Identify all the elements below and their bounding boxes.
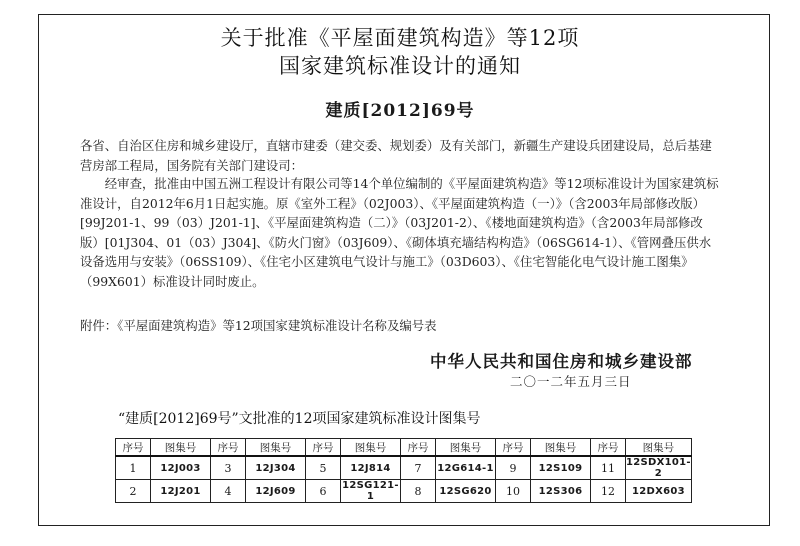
column-header: 图集号: [341, 439, 401, 457]
column-header: 序号: [591, 439, 626, 457]
column-header: 图集号: [246, 439, 306, 457]
table-cell-serial: 12: [591, 480, 626, 503]
column-header: 图集号: [151, 439, 211, 457]
column-header: 图集号: [531, 439, 591, 457]
table-cell-serial: 2: [116, 480, 151, 503]
table-cell-code: 12J201: [151, 480, 211, 503]
table-cell-code: 12SG620: [436, 480, 496, 503]
table-cell-code: 12J003: [151, 456, 211, 480]
attachment-line: 附件：《平屋面建筑构造》等12项国家建筑标准设计名称及编号表: [80, 318, 437, 333]
table-cell-serial: 11: [591, 456, 626, 480]
issue-date: 二〇一二年五月三日: [510, 374, 632, 389]
table-cell-code: 12S109: [531, 456, 591, 480]
notice-title-line-1: 关于批准《平屋面建筑构造》等12项: [220, 26, 580, 50]
body-paragraph: 经审查，批准由中国五洲工程设计有限公司等14个单位编制的《平屋面建筑构造》等12项标准设计为国家建筑标准设计，自2012年6月1日起实施。原《室外工程》（02J003）、《平屋面建筑构造（一）》（含2003年局部修改版）[99J201-1、99（03）J201-1]、《平屋面建筑构造（二）》（03J201-2）、《楼地面建筑构造》（含2003年局部修改版）[01J304、01（03）J304]、《防火门窗》（03J609）、《砌体填充墙结构构造》（06SG614-1）、《管网叠压供水设备选用与安装》（06SS109）、《住宅小区建筑电气设计与施工》（03D603）、《住宅智能化电气设计施工图集》（99X601）标准设计同时废止。: [80, 176, 719, 289]
table-cell-serial: 8: [401, 480, 436, 503]
table-cell-code: 12J304: [246, 456, 306, 480]
addressee-paragraph: 各省、自治区住房和城乡建设厅，直辖市建委（建交委、规划委）及有关部门，新疆生产建设兵团建设局，总后基建营房部工程局，国务院有关部门建设司：: [80, 138, 712, 173]
table-row: [116, 480, 692, 503]
table-caption: “建质[2012]69号”文批准的12项国家建筑标准设计图集号: [118, 411, 481, 427]
table-cell-serial: 3: [211, 456, 246, 480]
table-cell-code: 12S306: [531, 480, 591, 503]
table-cell-code: 12DX603: [626, 480, 692, 503]
issuer-name: 中华人民共和国住房和城乡建设部: [430, 352, 693, 371]
table-cell-serial: 10: [496, 480, 531, 503]
table-cell-serial: 6: [306, 480, 341, 503]
table-cell-serial: 1: [116, 456, 151, 480]
column-header: 序号: [116, 439, 151, 457]
table-cell-code: 12SG121-1: [342, 480, 399, 502]
table-cell-serial: 7: [401, 456, 436, 480]
column-header: 图集号: [626, 439, 692, 457]
table-row: [116, 456, 692, 480]
column-header: 序号: [211, 439, 246, 457]
atlas-code-table: [115, 438, 692, 503]
table-cell-serial: 4: [211, 480, 246, 503]
table-cell-code: 12J609: [246, 480, 306, 503]
table-cell-code: 12G614-1: [436, 456, 496, 480]
document-number: 建质[2012]69号: [325, 101, 475, 121]
table-cell-code: 12SDX101-2: [626, 457, 691, 479]
column-header: 图集号: [436, 439, 496, 457]
table-header-row: [116, 439, 692, 457]
column-header: 序号: [496, 439, 531, 457]
table-cell-serial: 9: [496, 456, 531, 480]
column-header: 序号: [306, 439, 341, 457]
table-cell-serial: 5: [306, 456, 341, 480]
table-cell-code: 12J814: [341, 456, 401, 480]
column-header: 序号: [401, 439, 436, 457]
notice-title-line-2: 国家建筑标准设计的通知: [279, 54, 521, 78]
